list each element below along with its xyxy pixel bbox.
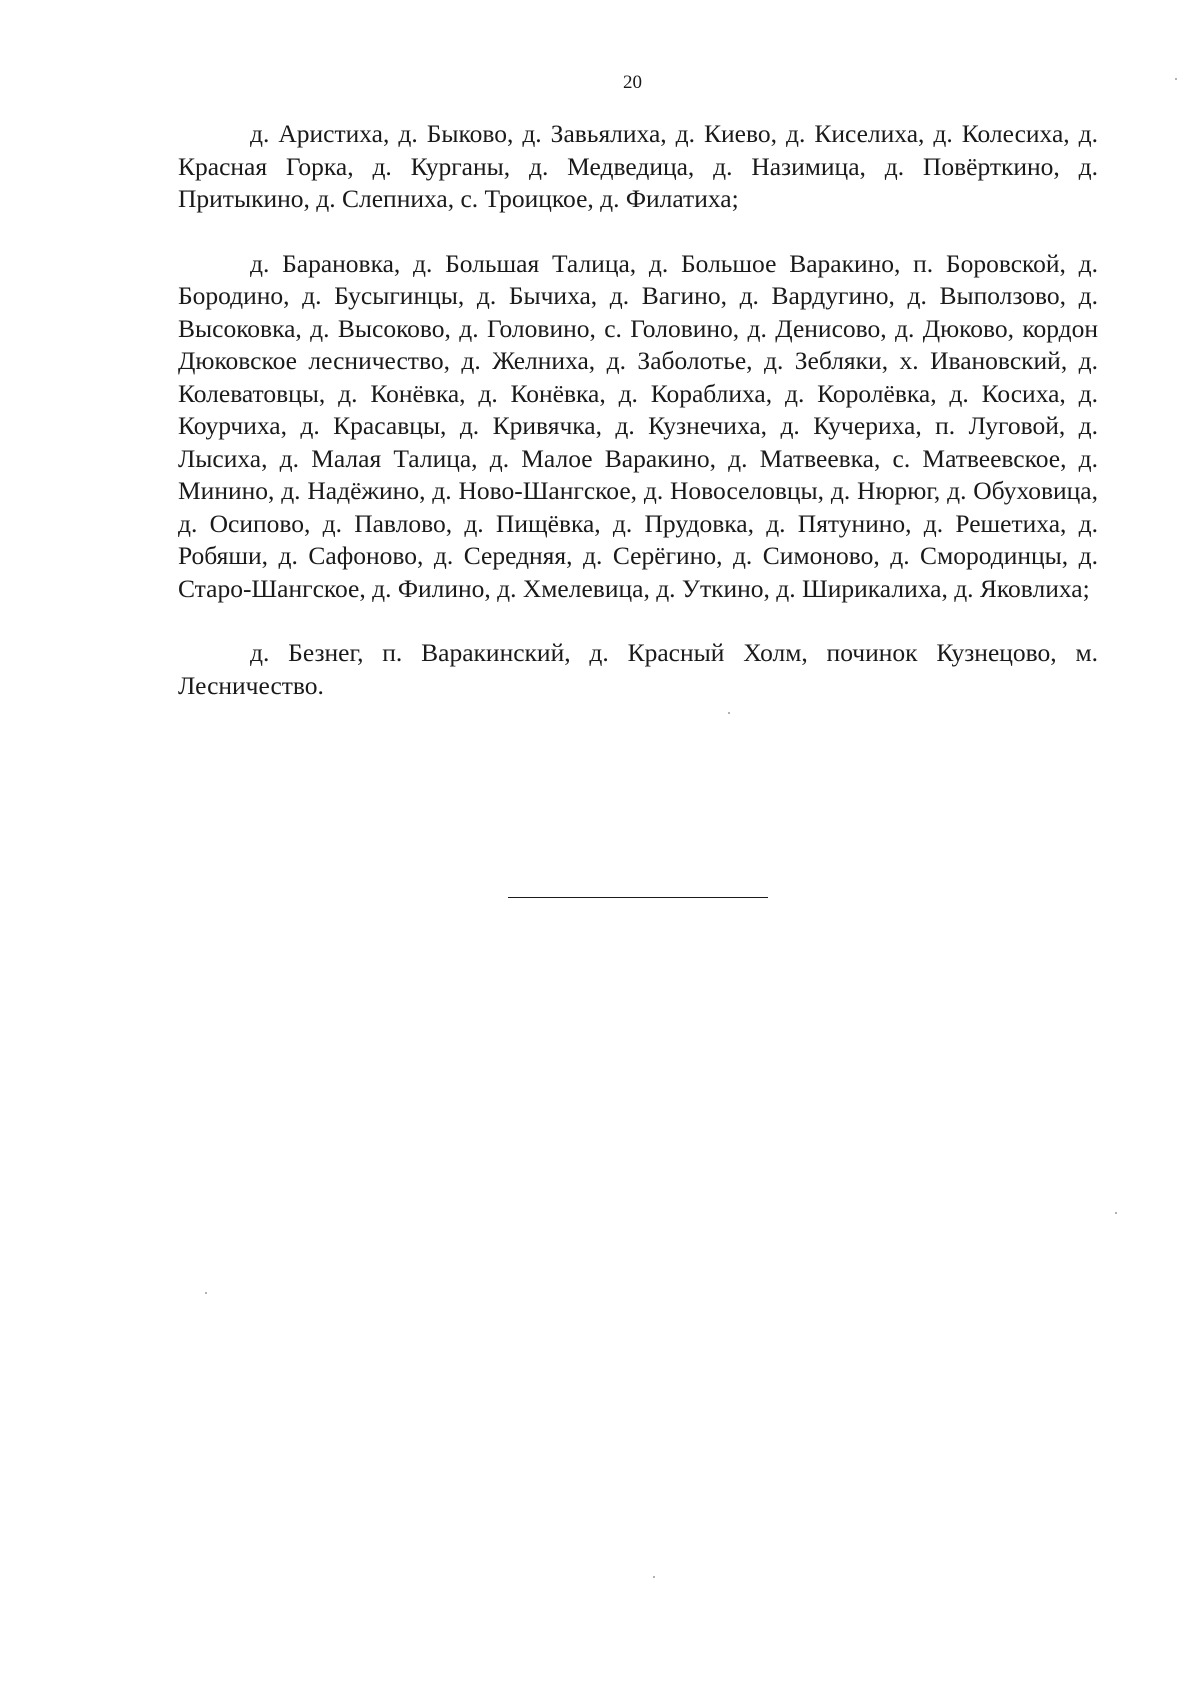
scan-speck (728, 712, 730, 714)
scan-speck (1175, 78, 1177, 80)
paragraph-1: д. Аристиха, д. Быково, д. Завьялиха, д. Киево, д. Киселиха, д. Колесиха, д. Красная Горка, д. Курганы, д. Медведица, д. Назимица, д. Повёрткино, д. Притыкино, д. Слепниха, с. Троицкое, д. Филатиха; (178, 119, 1098, 213)
page-number: 20 (623, 72, 642, 93)
scan-speck (653, 1576, 655, 1578)
paragraph-3: д. Безнег, п. Варакинский, д. Красный Холм, починок Кузнецово, м. Лесничество. (178, 638, 1098, 700)
end-separator-line (508, 897, 768, 898)
scan-speck (205, 1292, 207, 1294)
scan-speck (1115, 1212, 1117, 1214)
paragraph-2: д. Барановка, д. Большая Талица, д. Большое Варакино, п. Боровской, д. Бородино, д. Бусыгинцы, д. Бычиха, д. Вагино, д. Вардугино, д. Выползово, д. Высоковка, д. Высоково, д. Головино, с. Головино, д. Денисово, д. Дюково, кордон Дюковское лесничество, д. Желниха, д. Заболотье, д. Зебляки, х. Ивановский, д. Колеватовцы, д. Конёвка, д. Конёвка, д. Кораблиха, д. Королёвка, д. Косиха, д. Коурчиха, д. Красавцы, д. Кривячка, д. Кузнечиха, д. Кучериха, п. Луговой, д. Лысиха, д. Малая Талица, д. Малое Варакино, д. Матвеевка, с. Матвеевское, д. Минино, д. Надёжино, д. Ново-Шангское, д. Новоселовцы, д. Нюрюг, д. Обуховица, д. Осипово, д. Павлово, д. Пищёвка, д. Прудовка, д. Пятунино, д. Решетиха, д. Робяши, д. Сафоново, д. Середняя, д. Серёгино, д. Симоново, д. Смородинцы, д. Старо-Шангское, д. Филино, д. Хмелевица, д. Уткино, д. Ширикалиха, д. Яковлиха; (178, 248, 1098, 603)
settlement-list (178, 118, 1098, 734)
